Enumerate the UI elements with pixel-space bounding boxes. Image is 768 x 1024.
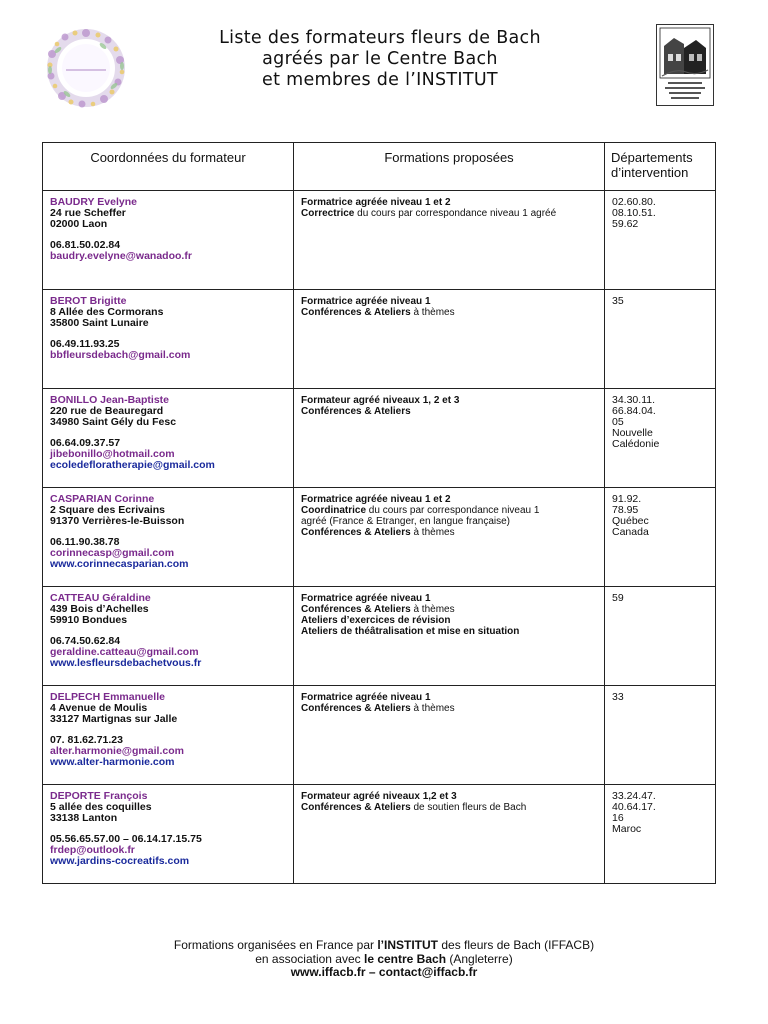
trainer-coordinates-cell <box>43 488 294 587</box>
trainer-phone: 06.49.11.93.25 <box>50 338 120 350</box>
formation-line <box>301 593 598 604</box>
trainer-departements-cell <box>605 191 716 290</box>
trainer-email-link[interactable]: alter.harmonie@gmail.com <box>50 745 184 757</box>
departement-value: Nouvelle <box>612 427 653 439</box>
formation-line <box>301 516 598 527</box>
trainer-coordinates-cell <box>43 785 294 884</box>
departement-value: 33 <box>612 691 624 703</box>
footer <box>100 939 668 980</box>
departement-value: 16 <box>612 812 624 824</box>
header-coords-label: Coordonnées du formateur <box>90 150 246 165</box>
formation-bold: Correctrice <box>301 208 355 219</box>
table-header-row <box>43 143 716 191</box>
trainer-departements-cell <box>605 785 716 884</box>
trainer-address-line: 220 rue de Beauregard <box>50 405 164 417</box>
trainer-address-line: 8 Allée des Cormorans <box>50 306 164 318</box>
trainer-address-line: 5 allée des coquilles <box>50 801 152 813</box>
trainer-phone: 05.56.65.57.00 – 06.14.17.15.75 <box>50 833 202 845</box>
formation-line <box>301 395 598 406</box>
formation-line <box>301 604 598 615</box>
trainer-website-link[interactable]: www.corinnecasparian.com <box>50 558 189 570</box>
formation-rest: à thèmes <box>410 703 455 714</box>
trainer-name: CASPARIAN Corinne <box>50 493 155 505</box>
trainer-address-line: 2 Square des Ecrivains <box>50 504 165 516</box>
trainer-address-line: 59910 Bondues <box>50 614 128 626</box>
formation-bold: Formatrice agréée niveau 1 et 2 <box>301 197 451 208</box>
footer-line-2-post: (Angleterre) <box>446 951 513 966</box>
header-coords <box>43 143 294 191</box>
trainer-formations-cell <box>294 785 605 884</box>
departement-value: 08.10.51. <box>612 207 656 219</box>
trainer-name: DEPORTE François <box>50 790 148 802</box>
header-formations <box>294 143 605 191</box>
trainer-departements-cell <box>605 488 716 587</box>
formation-line <box>301 703 598 714</box>
footer-line-2 <box>100 953 668 967</box>
formation-bold: Formatrice agréée niveau 1 <box>301 593 431 604</box>
trainer-formations-cell <box>294 587 605 686</box>
formation-line <box>301 626 598 637</box>
trainer-coordinates-cell <box>43 686 294 785</box>
trainer-email-link[interactable]: baudry.evelyne@wanadoo.fr <box>50 250 192 262</box>
formation-line <box>301 208 598 219</box>
table-row <box>43 587 716 686</box>
trainer-email-link[interactable]: jibebonillo@hotmail.com <box>50 448 175 460</box>
table-row <box>43 785 716 884</box>
formation-rest: à thèmes <box>410 604 455 615</box>
formation-rest: à thèmes <box>410 527 455 538</box>
formation-line <box>301 494 598 505</box>
trainer-formations-cell <box>294 191 605 290</box>
header-departements-line-1: Départements <box>611 150 693 165</box>
departement-value: 91.92. <box>612 493 642 505</box>
departement-value: 59 <box>612 592 624 604</box>
trainer-formations-cell <box>294 488 605 587</box>
trainer-departements-cell <box>605 587 716 686</box>
trainer-address-line: 35800 Saint Lunaire <box>50 317 149 329</box>
trainer-formations-cell <box>294 686 605 785</box>
departement-value: 35 <box>612 295 624 307</box>
departement-value: Canada <box>612 526 649 538</box>
trainer-address-line: 33138 Lanton <box>50 812 118 824</box>
formation-bold: Conférences & Ateliers <box>301 307 411 318</box>
trainer-website-link[interactable]: www.lesfleursdebachetvous.fr <box>50 657 202 669</box>
title-line-3: et membres de l’INSTITUT <box>262 70 498 90</box>
formation-line <box>301 527 598 538</box>
header-departements <box>605 143 716 191</box>
table-row <box>43 290 716 389</box>
institut-wreath-logo-icon <box>42 24 130 112</box>
trainer-phone: 06.81.50.02.84 <box>50 239 121 251</box>
footer-line-1-pre: Formations organisées en France par <box>173 938 378 952</box>
departement-value: Québec <box>612 515 649 527</box>
trainer-name: CATTEAU Géraldine <box>50 592 151 604</box>
footer-centre-bach: le centre Bach <box>363 951 447 966</box>
trainer-phone: 06.11.90.38.78 <box>50 536 120 548</box>
trainer-name: BONILLO Jean-Baptiste <box>50 394 170 406</box>
centre-bach-seal-logo-icon <box>656 24 714 106</box>
formation-bold: Conférences & Ateliers <box>301 604 411 615</box>
departement-value: 66.84.04. <box>612 405 656 417</box>
trainer-email-link[interactable]: bbfleursdebach@gmail.com <box>50 349 191 361</box>
departement-value: 33.24.47. <box>612 790 656 802</box>
formation-bold: Conférences & Ateliers <box>301 802 411 813</box>
trainer-formations-cell <box>294 290 605 389</box>
formation-bold: Conférences & Ateliers <box>301 527 411 538</box>
formation-line <box>301 197 598 208</box>
departement-value: 59.62 <box>612 218 639 230</box>
trainer-phone: 07. 81.62.71.23 <box>50 734 123 746</box>
formation-line <box>301 615 598 626</box>
formation-rest: du cours par correspondance niveau 1 agréé <box>354 208 557 219</box>
trainer-address-line: 91370 Verrières-le-Buisson <box>50 515 185 527</box>
trainer-phone: 06.64.09.37.57 <box>50 437 121 449</box>
departement-value: Calédonie <box>612 438 660 450</box>
trainer-address-line: 24 rue Scheffer <box>50 207 126 219</box>
footer-line-1 <box>100 939 668 953</box>
formation-bold: Formateur agréé niveaux 1,2 et 3 <box>301 791 457 802</box>
departement-value: 02.60.80. <box>612 196 656 208</box>
departement-value: 40.64.17. <box>612 801 656 813</box>
formation-bold: Coordinatrice <box>301 505 367 516</box>
title-line-1: Liste des formateurs fleurs de Bach <box>219 28 541 48</box>
trainer-formations-cell <box>294 389 605 488</box>
formation-line <box>301 307 598 318</box>
departement-value: 34.30.11. <box>612 394 656 406</box>
trainer-address-line: 02000 Laon <box>50 218 108 230</box>
departement-value: 78.95 <box>612 504 639 516</box>
trainer-website-link[interactable]: ecoledefloratherapie@gmail.com <box>50 459 215 471</box>
formation-bold: Formatrice agréée niveau 1 <box>301 296 431 307</box>
footer-line-2-pre: en association avec <box>255 951 364 966</box>
footer-line-1-post: des fleurs de Bach (IFFACB) <box>438 938 595 952</box>
table-row <box>43 191 716 290</box>
formation-rest: agréé (France & Etranger, en langue française) <box>301 516 511 527</box>
trainer-website-link[interactable]: www.alter-harmonie.com <box>50 756 175 768</box>
formation-bold: Ateliers de théâtralisation et mise en situation <box>301 626 520 637</box>
trainer-coordinates-cell <box>43 290 294 389</box>
trainer-coordinates-cell <box>43 389 294 488</box>
formation-bold: Conférences & Ateliers <box>301 703 411 714</box>
formation-bold: Formatrice agréée niveau 1 et 2 <box>301 494 451 505</box>
formation-bold: Formateur agréé niveaux 1, 2 et 3 <box>301 395 460 406</box>
trainer-website-link[interactable]: www.jardins-cocreatifs.com <box>50 855 190 867</box>
table-row <box>43 686 716 785</box>
formation-line <box>301 296 598 307</box>
trainer-departements-cell <box>605 290 716 389</box>
trainer-coordinates-cell <box>43 191 294 290</box>
trainer-address-line: 34980 Saint Gély du Fesc <box>50 416 177 428</box>
formation-line <box>301 505 598 516</box>
footer-contact[interactable]: www.iffacb.fr – contact@iffacb.fr <box>290 965 478 979</box>
trainer-departements-cell <box>605 686 716 785</box>
departement-value: 05 <box>612 416 624 428</box>
formation-rest: à thèmes <box>410 307 455 318</box>
trainer-name: BEROT Brigitte <box>50 295 127 307</box>
footer-institut: l’INSTITUT <box>377 938 439 952</box>
formation-line <box>301 692 598 703</box>
formation-bold: Formatrice agréée niveau 1 <box>301 692 431 703</box>
trainer-email-link[interactable]: frdep@outlook.fr <box>50 844 135 856</box>
trainers-table <box>42 142 716 884</box>
trainer-email-link[interactable]: geraldine.catteau@gmail.com <box>50 646 199 658</box>
formation-rest: de soutien fleurs de Bach <box>410 802 527 813</box>
table-row <box>43 389 716 488</box>
trainer-phone: 06.74.50.62.84 <box>50 635 121 647</box>
formation-bold: Ateliers d’exercices de révision <box>301 615 451 626</box>
formation-rest: du cours par correspondance niveau 1 <box>366 505 540 516</box>
formation-line <box>301 791 598 802</box>
trainer-name: DELPECH Emmanuelle <box>50 691 165 703</box>
trainer-departements-cell <box>605 389 716 488</box>
title-line-2: agréés par le Centre Bach <box>262 49 498 69</box>
header-departements-line-2: d’intervention <box>611 165 689 180</box>
header-formations-label: Formations proposées <box>384 150 514 165</box>
trainer-coordinates-cell <box>43 587 294 686</box>
trainer-email-link[interactable]: corinnecasp@gmail.com <box>50 547 175 559</box>
formation-bold: Conférences & Ateliers <box>301 406 411 417</box>
trainer-address-line: 439 Bois d’Achelles <box>50 603 149 615</box>
table-row <box>43 488 716 587</box>
trainer-address-line: 4 Avenue de Moulis <box>50 702 148 714</box>
trainer-address-line: 33127 Martignas sur Jalle <box>50 713 178 725</box>
departement-value: Maroc <box>612 823 642 835</box>
page-title <box>170 28 590 91</box>
formation-line <box>301 406 598 417</box>
trainer-name: BAUDRY Evelyne <box>50 196 137 208</box>
formation-line <box>301 802 598 813</box>
